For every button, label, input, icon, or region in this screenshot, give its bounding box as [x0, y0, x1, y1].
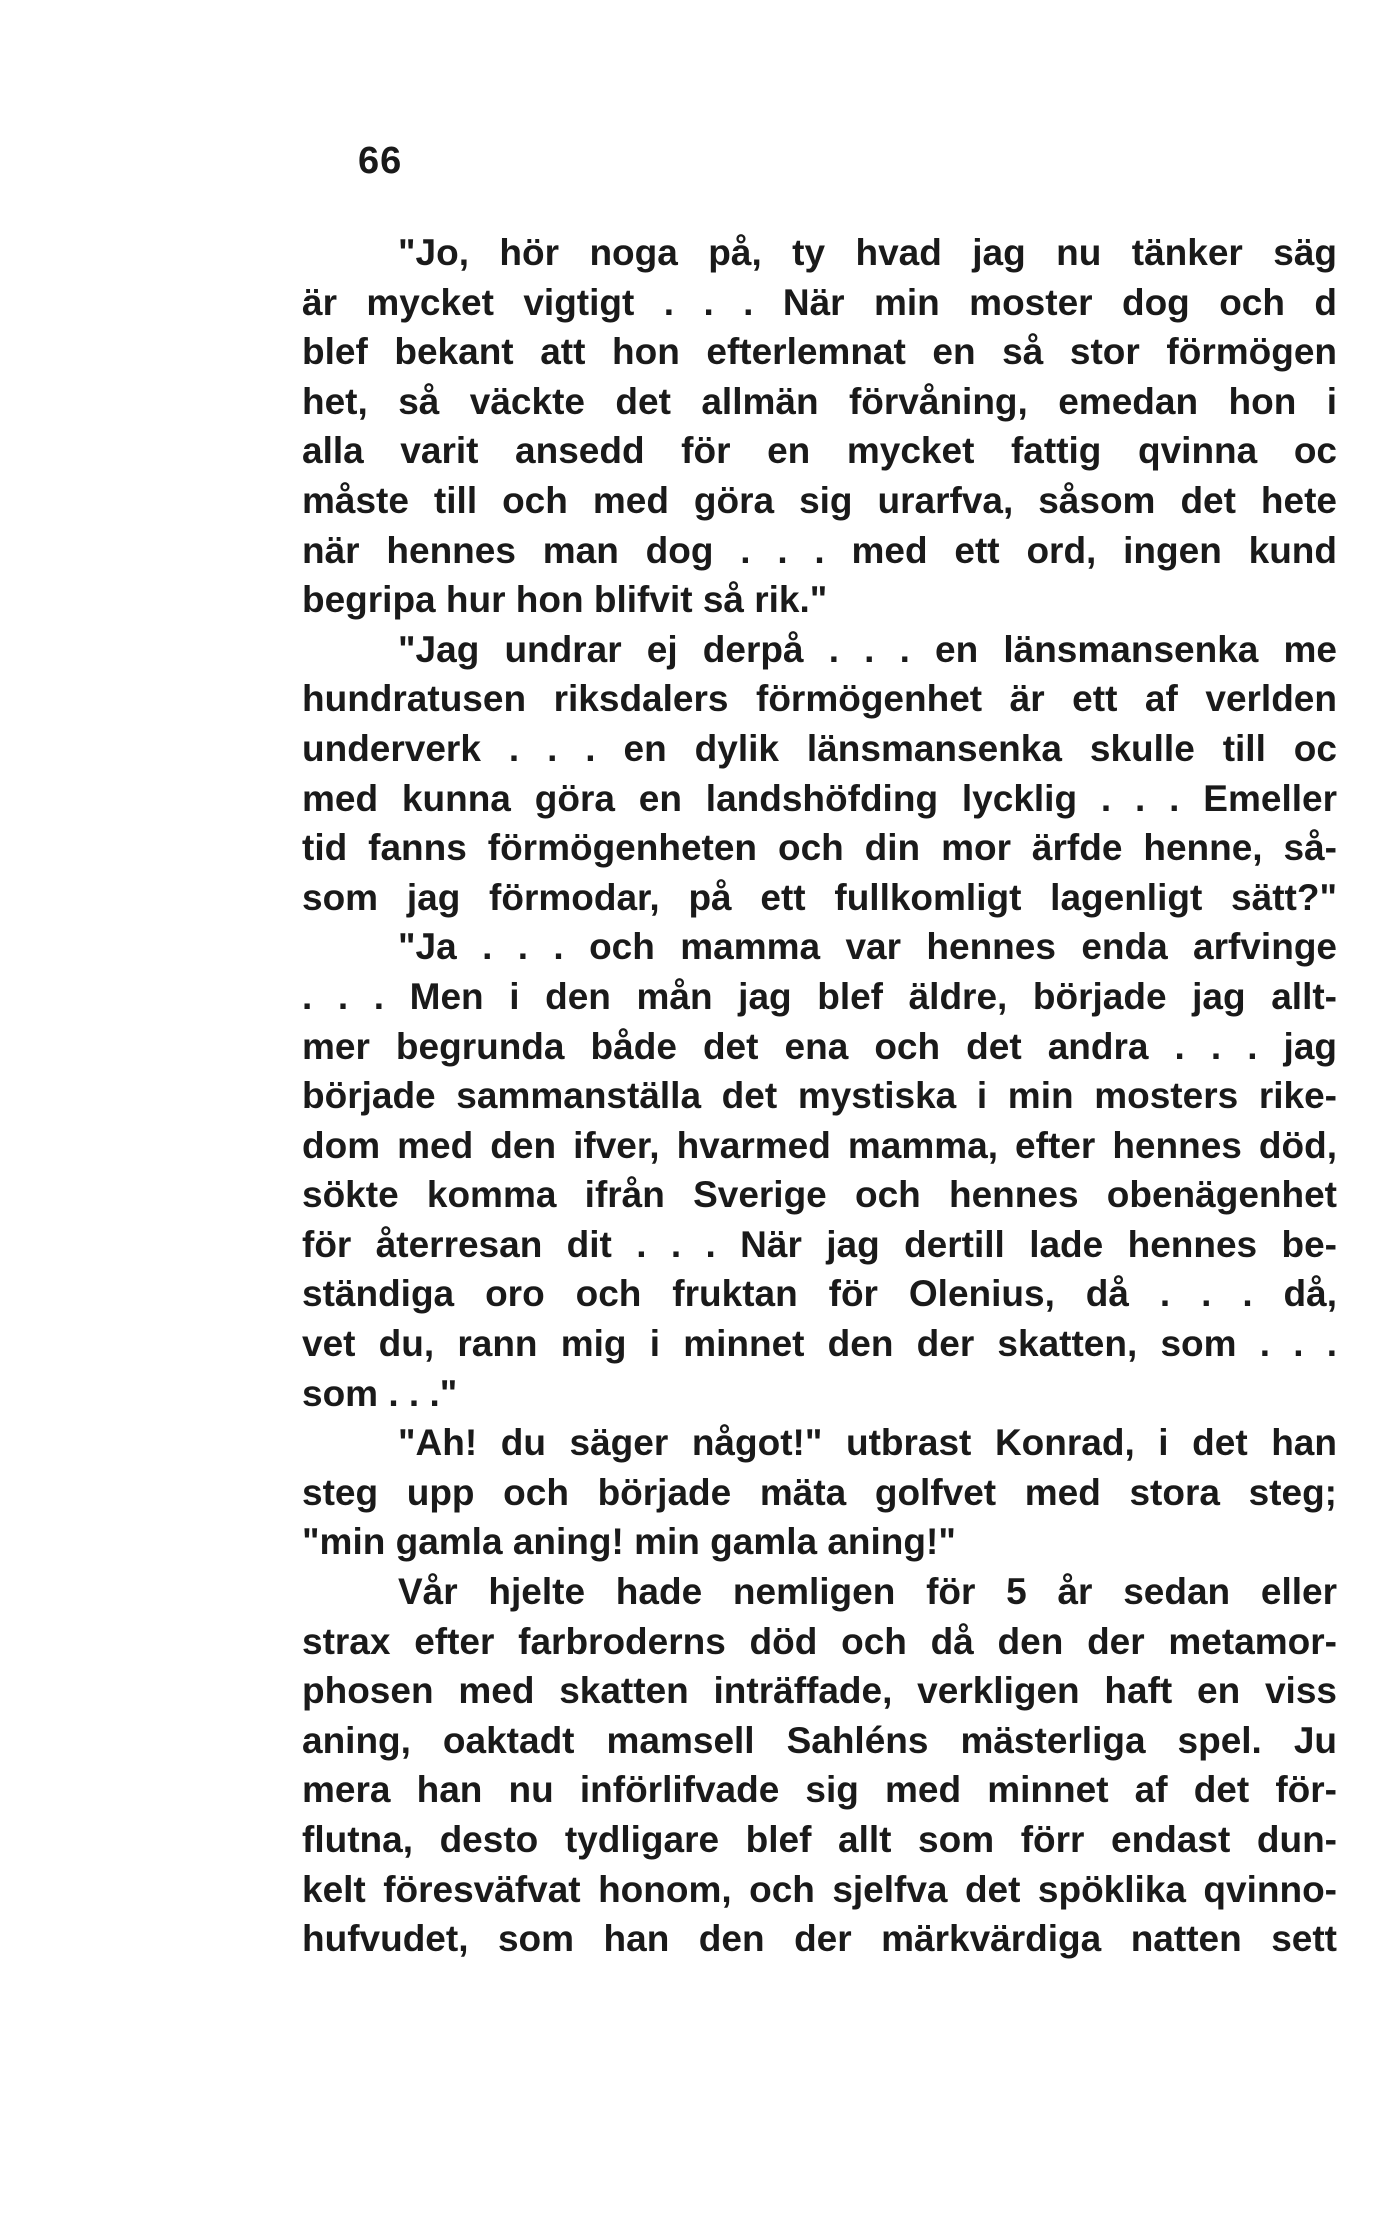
text-line: "min gamla aning! min gamla aning!"	[302, 1521, 956, 1563]
text-line: när hennes man dog . . . med ett ord, ingen kund	[302, 529, 1337, 571]
text-line: mer begrunda både det ena och det andra . . . jag	[302, 1025, 1337, 1067]
text-line: för återresan dit . . . När jag dertill lade hennes be-	[302, 1223, 1337, 1265]
text-line: hundratusen riksdalers förmögenhet är ett af verlden	[302, 678, 1337, 720]
text-line: "Ah! du säger något!" utbrast Konrad, i det han	[398, 1422, 1337, 1464]
text-line: hufvudet, som han den der märkvärdiga natten sett	[302, 1918, 1337, 1960]
text-line: begripa hur hon blifvit så rik."	[302, 579, 828, 621]
text-line: sökte komma ifrån Sverige och hennes obenägenhet	[302, 1174, 1337, 1216]
text-line: mera han nu införlifvade sig med minnet af det för-	[302, 1769, 1337, 1811]
text-line: är mycket vigtigt . . . När min moster dog och d	[302, 281, 1337, 323]
text-line: "Jo, hör noga på, ty hvad jag nu tänker säg	[398, 232, 1337, 273]
text-line: strax efter farbroderns död och då den der metamor-	[302, 1620, 1337, 1662]
text-line: ständiga oro och fruktan för Olenius, då . . . då,	[302, 1273, 1337, 1315]
text-line: började sammanställa det mystiska i min mosters rike-	[302, 1075, 1337, 1117]
page-number: 66	[358, 140, 403, 182]
text-line: vet du, rann mig i minnet den der skatten, som . . .	[302, 1323, 1337, 1365]
text-line: "Jag undrar ej derpå . . . en länsmansenka me	[398, 628, 1337, 670]
text-line: dom med den ifver, hvarmed mamma, efter hennes död,	[302, 1124, 1337, 1166]
text-line: blef bekant att hon efterlemnat en så stor förmögen	[302, 331, 1337, 373]
text-line: kelt föresväfvat honom, och sjelfva det spöklika qvinno-	[302, 1868, 1337, 1910]
text-line: tid fanns förmögenheten och din mor ärfde henne, så-	[302, 827, 1337, 869]
text-line: alla varit ansedd för en mycket fattig qvinna oc	[302, 430, 1337, 472]
text-line: phosen med skatten inträffade, verkligen haft en viss	[302, 1670, 1337, 1712]
text-line: het, så väckte det allmän förvåning, emedan hon i	[302, 380, 1337, 422]
text-line: som . . ."	[302, 1372, 458, 1414]
text-line: . . . Men i den mån jag blef äldre, började jag allt-	[302, 975, 1337, 1017]
text-line: flutna, desto tydligare blef allt som förr endast dun-	[302, 1819, 1337, 1860]
text-line: aning, oaktadt mamsell Sahléns mästerliga spel. Ju	[302, 1719, 1337, 1761]
text-line: måste till och med göra sig urarfva, såsom det hete	[302, 479, 1337, 521]
text-line: med kunna göra en landshöfding lycklig . . . Emeller	[302, 777, 1337, 819]
text-line: Vår hjelte hade nemligen för 5 år sedan eller	[398, 1571, 1337, 1613]
text-line: som jag förmodar, på ett fullkomligt lagenligt sätt?"	[302, 876, 1337, 918]
text-line: steg upp och började mäta golfvet med stora steg;	[302, 1471, 1337, 1513]
text-line: "Ja . . . och mamma var hennes enda arfvinge	[398, 926, 1337, 968]
text-line: underverk . . . en dylik länsmansenka skulle till oc	[302, 727, 1337, 769]
body-text	[302, 228, 1337, 2188]
